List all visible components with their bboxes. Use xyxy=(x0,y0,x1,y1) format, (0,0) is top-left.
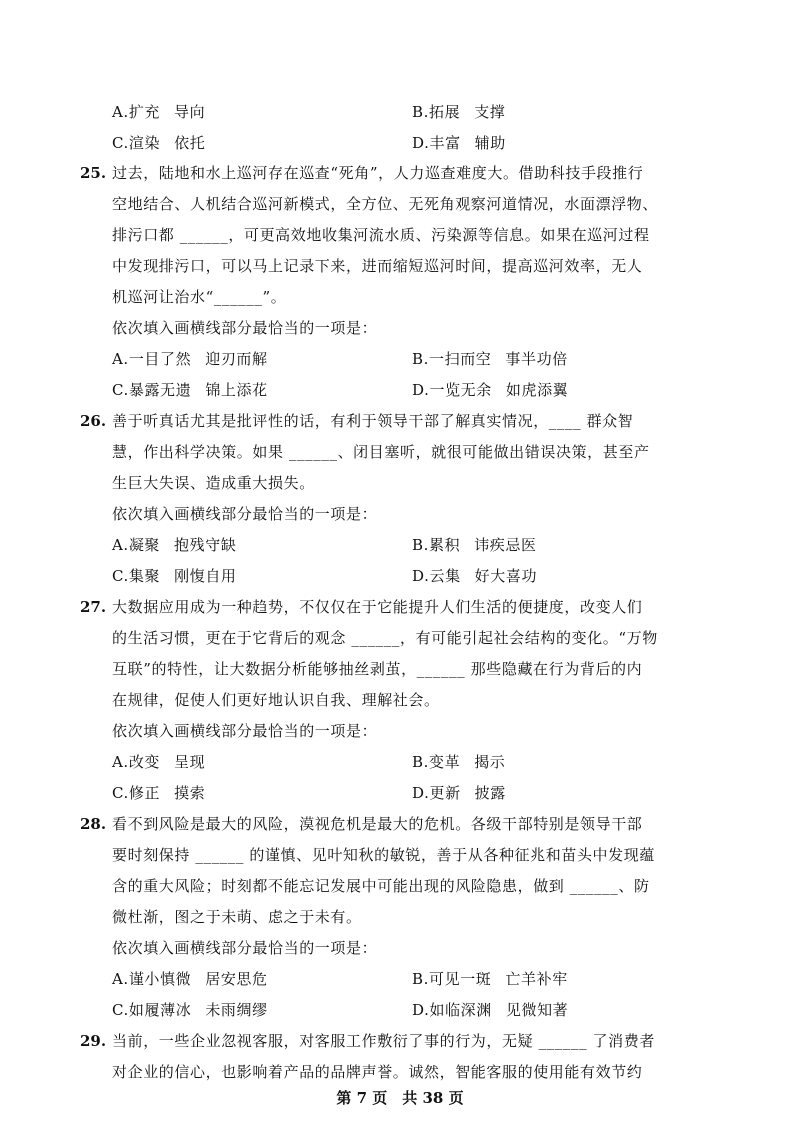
option-word: 事半功倍 xyxy=(505,350,568,368)
question-text-line: 对企业的信心，也影响着产品的品牌声誉。诚然，智能客服的使用能有效节约 xyxy=(112,1063,643,1081)
option-a xyxy=(112,535,236,555)
question-text-line: 在规律，促使人们更好地认识自我、理解社会。 xyxy=(112,691,440,709)
option-d xyxy=(412,783,506,803)
option-letter: A. xyxy=(112,350,129,368)
option-b xyxy=(412,102,505,122)
option-word: 一览无余 xyxy=(429,381,492,399)
option-word: 如临深渊 xyxy=(429,1001,492,1019)
option-word: 如虎添翼 xyxy=(505,381,569,399)
option-word: 导向 xyxy=(174,103,206,121)
option-letter: C. xyxy=(112,567,129,585)
question-text-line: 排污口都 ______，可更高效地收集河流水质、污染源等信息。如果在巡河过程 xyxy=(112,226,650,244)
question-text-line: 生巨大失误、造成重大损失。 xyxy=(112,474,315,492)
question-text-line: 微杜渐，图之于未萌、虑之于未有。 xyxy=(112,908,362,926)
option-word: 累积 xyxy=(429,536,461,554)
option-a xyxy=(112,752,205,772)
option-word: 好大喜功 xyxy=(474,567,538,585)
option-word: 暴露无遗 xyxy=(128,381,192,399)
option-word: 谨小慎微 xyxy=(128,970,192,988)
option-word: 集聚 xyxy=(128,567,161,585)
option-b xyxy=(412,752,505,772)
option-word: 一扫而空 xyxy=(429,350,492,368)
question-text-line: 含的重大风险；时刻都不能忘记发展中可能出现的风险隐患，做到 ______、防 xyxy=(112,877,650,895)
option-letter: C. xyxy=(112,134,129,152)
option-letter: B. xyxy=(412,350,429,368)
option-letter: C. xyxy=(112,381,129,399)
option-word: 如履薄冰 xyxy=(128,1001,192,1019)
option-d xyxy=(412,1000,568,1020)
option-word: 变革 xyxy=(429,753,461,771)
option-d xyxy=(412,380,568,400)
option-b xyxy=(412,535,537,555)
question-text-line: 互联”的特性，让大数据分析能够抽丝剥茧，______ 那些隐藏在行为背后的内 xyxy=(112,660,643,678)
option-word: 修正 xyxy=(128,784,161,802)
option-word: 揭示 xyxy=(474,753,506,771)
question-number: 25. xyxy=(80,164,107,182)
question-text-line: 善于听真话尤其是批评性的话，有利于领导干部了解真实情况，____ 群众智 xyxy=(112,412,634,430)
option-d xyxy=(412,133,506,153)
option-letter: D. xyxy=(412,381,430,399)
question-number: 28. xyxy=(80,815,107,833)
option-word: 摸索 xyxy=(174,784,206,802)
option-word: 呈现 xyxy=(174,753,206,771)
question-text-line: 慧，作出科学决策。如果 ______、闭目塞听，就很可能做出错误决策，甚至产 xyxy=(112,443,650,461)
question-text-line: 中发现排污口，可以马上记录下来，进而缩短巡河时间，提高巡河效率，无人 xyxy=(112,257,643,275)
question-text-line: 看不到风险是最大的风险，漠视危机是最大的危机。各级干部特别是领导干部 xyxy=(112,815,643,833)
question-prompt: 依次填入画横线部分最恰当的一项是： xyxy=(112,319,378,337)
question-text-line: 的生活习惯，更在于它背后的观念 ______，有可能引起社会结构的变化。“万物 xyxy=(112,629,658,647)
option-word: 锦上添花 xyxy=(205,381,268,399)
option-c xyxy=(112,783,205,803)
question-text-line: 空地结合、人机结合巡河新模式，全方位、无死角观察河道情况，水面漂浮物、 xyxy=(112,195,659,213)
option-letter: B. xyxy=(412,103,429,121)
option-word: 依托 xyxy=(174,134,206,152)
option-c xyxy=(112,380,268,400)
option-word: 凝聚 xyxy=(128,536,161,554)
option-b xyxy=(412,349,568,369)
option-letter: D. xyxy=(412,784,430,802)
option-word: 云集 xyxy=(429,567,461,585)
option-c xyxy=(112,1000,268,1020)
option-letter: B. xyxy=(412,753,429,771)
question-text-line: 要时刻保持 ______ 的谨慎、见叶知秋的敏锐，善于从各种征兆和苗头中发现蕴 xyxy=(112,846,655,864)
option-word: 一目了然 xyxy=(128,350,192,368)
question-prompt: 依次填入画横线部分最恰当的一项是： xyxy=(112,722,378,740)
option-word: 刚愎自用 xyxy=(174,567,237,585)
option-word: 居安思危 xyxy=(205,970,268,988)
question-number: 29. xyxy=(80,1032,107,1050)
option-word: 支撑 xyxy=(474,103,506,121)
question-prompt: 依次填入画横线部分最恰当的一项是： xyxy=(112,939,378,957)
option-letter: D. xyxy=(412,1001,430,1019)
option-a xyxy=(112,969,268,989)
option-word: 更新 xyxy=(429,784,461,802)
option-a xyxy=(112,349,268,369)
question-number: 26. xyxy=(80,412,107,430)
option-b xyxy=(412,969,568,989)
question-text-line: 过去，陆地和水上巡河存在巡查“死角”，人力巡查难度大。借助科技手段推行 xyxy=(112,164,644,182)
option-letter: C. xyxy=(112,1001,129,1019)
question-prompt: 依次填入画横线部分最恰当的一项是： xyxy=(112,505,378,523)
option-word: 丰富 xyxy=(429,134,461,152)
option-word: 未雨绸缪 xyxy=(205,1001,268,1019)
question-text-line: 大数据应用成为一种趋势，不仅仅在于它能提升人们生活的便捷度，改变人们 xyxy=(112,598,643,616)
option-letter: D. xyxy=(412,567,430,585)
option-a xyxy=(112,102,205,122)
option-letter: A. xyxy=(112,536,129,554)
option-word: 披露 xyxy=(474,784,506,802)
option-word: 见微知著 xyxy=(505,1001,569,1019)
option-c xyxy=(112,133,205,153)
option-word: 辅助 xyxy=(474,134,506,152)
option-word: 迎刃而解 xyxy=(205,350,268,368)
option-letter: A. xyxy=(112,753,129,771)
option-word: 改变 xyxy=(128,753,161,771)
question-text-line: 当前，一些企业忽视客服，对客服工作敷衍了事的行为，无疑 ______ 了消费者 xyxy=(112,1032,655,1050)
question-text-line: 机巡河让治水“______”。 xyxy=(112,288,287,306)
page-footer: 第 7 页 共 38 页 xyxy=(336,1089,464,1107)
option-word: 可见一斑 xyxy=(429,970,492,988)
option-word: 抱残守缺 xyxy=(174,536,237,554)
option-letter: B. xyxy=(412,970,429,988)
option-word: 拓展 xyxy=(429,103,461,121)
question-number: 27. xyxy=(80,598,107,616)
option-letter: B. xyxy=(412,536,429,554)
option-letter: A. xyxy=(112,970,129,988)
option-word: 亡羊补牢 xyxy=(505,970,568,988)
option-word: 渲染 xyxy=(128,134,161,152)
option-d xyxy=(412,566,537,586)
option-word: 扩充 xyxy=(128,103,161,121)
option-word: 讳疾忌医 xyxy=(474,536,537,554)
option-c xyxy=(112,566,237,586)
option-letter: D. xyxy=(412,134,430,152)
option-letter: C. xyxy=(112,784,129,802)
option-letter: A. xyxy=(112,103,129,121)
